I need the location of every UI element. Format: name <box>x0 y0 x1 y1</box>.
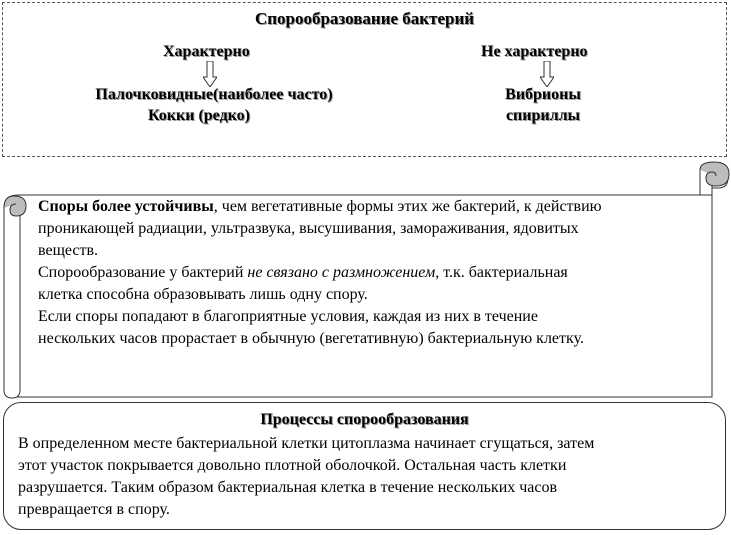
down-arrow-icon <box>540 61 554 87</box>
processes-text-line: этот участок покрывается довольно плотной оболочкой. Остальная часть клетки <box>18 457 567 474</box>
scroll-text-line: веществ. <box>38 242 99 259</box>
processes-text <box>18 433 718 521</box>
scroll-text-line: нескольких часов прорастает в обычную (вегетативную) бактериальную клетку. <box>38 330 584 347</box>
spore-processes-box <box>3 402 726 530</box>
not-characteristic-item: Вибрионы <box>505 86 581 103</box>
characteristic-item: Палочковидные(наиболее часто) <box>95 86 333 103</box>
spores-resistant-phrase: Споры более устойчивы <box>38 198 214 215</box>
characteristic-item: Кокки (редко) <box>147 107 250 124</box>
not-characteristic-item: спириллы <box>505 107 581 124</box>
scroll-text-segment: , чем вегетативные формы этих же бактерий, к действию <box>213 198 602 215</box>
spore-properties-scroll <box>0 160 731 400</box>
scroll-text-line: Если споры попадают в благоприятные условия, каждая из них в течение <box>38 308 538 325</box>
processes-text-line: разрушается. Таким образом бактериальная клетка в течение нескольких часов <box>18 479 558 496</box>
not-characteristic-heading: Не характерно <box>481 43 588 60</box>
spore-formation-box <box>2 2 727 157</box>
processes-title: Процессы спорообразования <box>260 411 469 428</box>
diagram-title: Спорообразование бактерий <box>254 9 475 28</box>
scroll-text <box>38 196 708 350</box>
scroll-text-line: проникающей радиации, ультразвука, высушивания, замораживания, ядовитых <box>38 220 579 237</box>
processes-text-line: В определенном месте бактериальной клетки цитоплазма начинает сгущаться, затем <box>18 435 595 452</box>
down-arrow-icon <box>203 61 217 87</box>
scroll-text-segment: , т.к. бактериальная <box>435 264 568 281</box>
not-reproduction-phrase: не связано с размножением <box>247 264 436 281</box>
processes-text-line: превращается в спору. <box>18 501 170 518</box>
scroll-text-line: клетка способна образовывать лишь одну спору. <box>38 286 368 303</box>
characteristic-heading: Характерно <box>163 43 250 60</box>
scroll-text-segment: Спорообразование у бактерий <box>38 264 248 281</box>
